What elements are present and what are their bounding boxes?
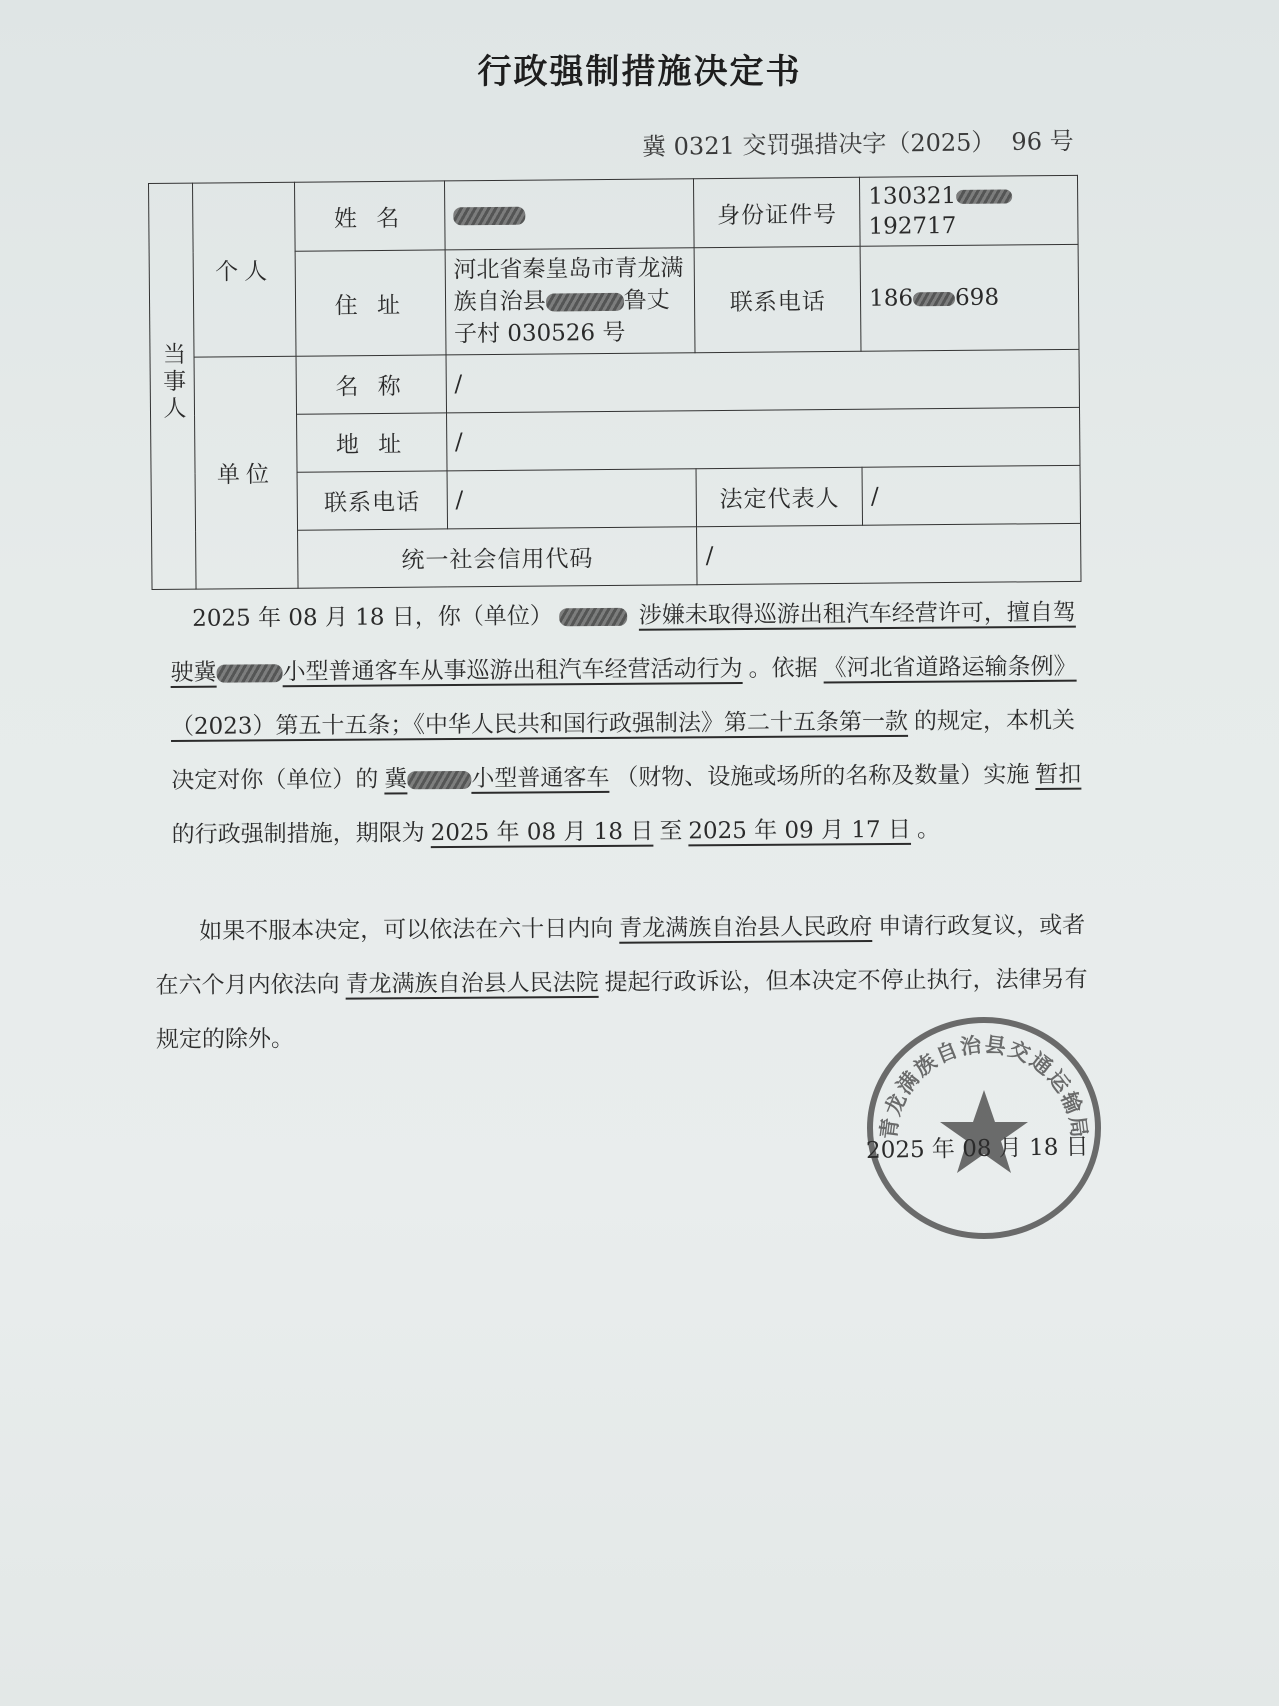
- legal-basis: 《河北省道路运输条例》（2023）第五十五条；《中华人民共和国行政强制法》第二十五条第一款: [170, 653, 1077, 740]
- individual-label: 个人: [192, 182, 295, 357]
- redacted-phone: [913, 292, 955, 306]
- period-end-punct: 。: [916, 816, 941, 843]
- redacted-plate: [217, 664, 283, 682]
- unit-name-label: 名 称: [296, 355, 446, 414]
- credit-code-value: /: [697, 523, 1081, 584]
- phone-suffix: 698: [954, 284, 1000, 311]
- party-label: 当事人: [149, 183, 197, 589]
- period-end: 2025 年 09 月 17 日: [688, 816, 912, 845]
- unit-phone-label: 联系电话: [297, 471, 447, 530]
- phone-prefix: 186: [869, 285, 914, 312]
- basis-intro: 。依据: [748, 655, 818, 682]
- seal-text: 青龙满族自治县交通运输局: [876, 1032, 1092, 1141]
- incident-date: 2025 年 08 月 18 日，你（单位）: [192, 603, 553, 632]
- address-label: 住 址: [295, 250, 446, 356]
- redacted-party-name: [553, 603, 633, 630]
- redacted-object-plate: [407, 771, 471, 789]
- violation-description: 涉嫌未取得巡游出租汽车经营许可，擅自驾驶冀 小型普通客车从事巡游出租汽车经营活动行为: [170, 599, 1076, 686]
- id-prefix: 130321: [868, 182, 957, 210]
- regulation-text: 的规定，本机关决定对你（单位）的: [171, 707, 1076, 794]
- document-number-prefix: 冀 0321 交罚强措决字（2025）: [642, 128, 997, 162]
- period-intro: 的行政强制措施，期限为: [171, 820, 425, 848]
- measure-type: 暂扣: [1035, 761, 1082, 788]
- document-title: 行政强制措施决定书: [477, 52, 802, 92]
- phone-value: [860, 244, 1079, 351]
- name-value: [444, 179, 694, 250]
- court-authority: 青龙满族自治县人民法院: [345, 969, 599, 998]
- id-label: 身份证件号: [694, 177, 860, 247]
- id-value: [860, 175, 1078, 246]
- object-note: （财物、设施或场所的名称及数量）实施: [615, 762, 1030, 791]
- review-authority: 青龙满族自治县人民政府: [619, 913, 873, 942]
- party-info-table: [148, 175, 1082, 590]
- unit-address-value: /: [446, 407, 1080, 471]
- address-value: [445, 248, 696, 355]
- legal-rep-label: 法定代表人: [696, 467, 862, 526]
- unit-label: 单位: [194, 356, 298, 589]
- period-start: 2025 年 08 月 18 日: [430, 818, 654, 847]
- decision-paragraph: [170, 586, 1092, 862]
- document-number: [642, 121, 1074, 162]
- seized-object: 冀 小型普通客车: [384, 764, 610, 793]
- id-suffix: 192717: [868, 212, 957, 240]
- credit-code-label: 统一社会信用代码: [297, 527, 697, 588]
- redacted-name: [453, 207, 525, 226]
- document-number-value: 96 号: [1011, 126, 1075, 156]
- phone-label: 联系电话: [694, 246, 861, 352]
- address-part-2: 鲁丈子村 030526 号: [453, 287, 670, 348]
- redacted-id: [956, 189, 1012, 203]
- appeal-intro: 如果不服本决定，可以依法在六十日内向: [199, 915, 614, 945]
- address-part-1: 河北省秦皇岛市青龙满族自治县: [453, 255, 684, 316]
- appeal-review: 申请行政复议，或者在六个月内依法向: [155, 912, 1086, 999]
- redacted-address: [546, 293, 624, 312]
- unit-address-label: 地 址: [296, 413, 446, 472]
- signing-date: 2025 年 08 月 18 日: [865, 1134, 1089, 1164]
- unit-name-value: /: [446, 349, 1080, 413]
- appeal-end: 提起行政诉讼，但本决定不停止执行，法律另有规定的除外。: [155, 966, 1088, 1053]
- legal-rep-value: /: [862, 465, 1080, 525]
- period-to: 至: [659, 818, 683, 845]
- name-label: 姓 名: [294, 181, 444, 251]
- unit-phone-value: /: [447, 469, 697, 529]
